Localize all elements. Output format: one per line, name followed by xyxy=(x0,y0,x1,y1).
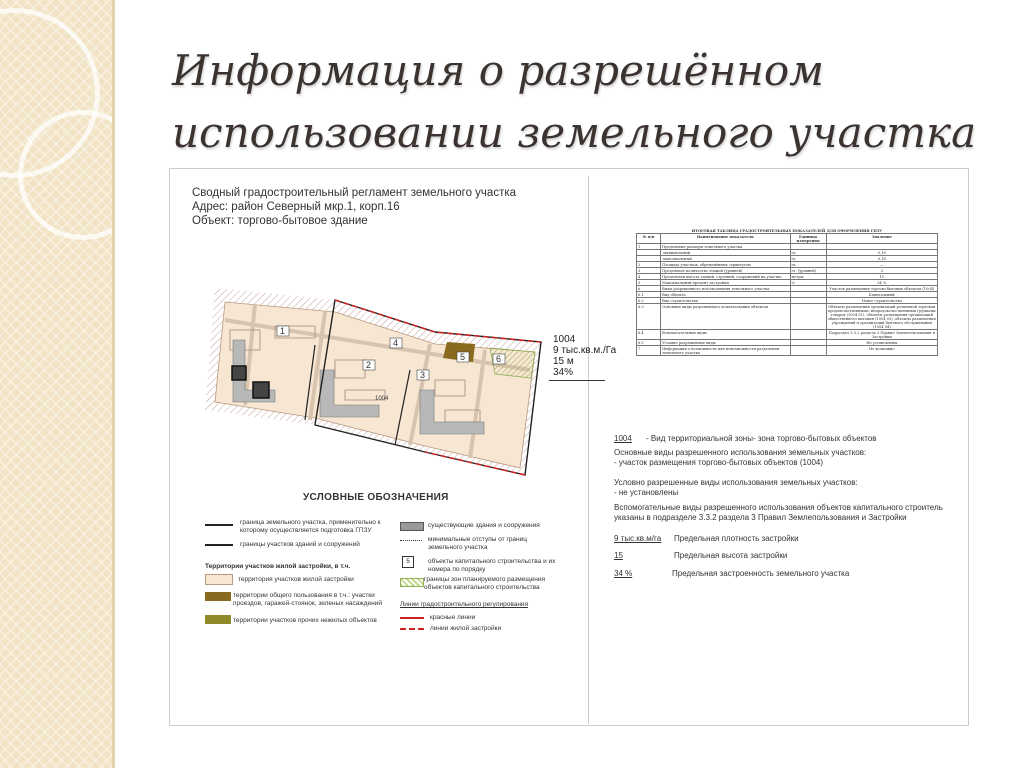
legend-swatch-public-use xyxy=(205,592,231,601)
legend-existing-buildings: существующие здания и сооружения xyxy=(428,522,540,529)
table-cell: Предельное количество этажей (уровней) xyxy=(661,268,790,274)
table-cell: 6.4 xyxy=(637,330,661,340)
right-height-label: Предельная высота застройки xyxy=(674,551,788,560)
right-coverage-label: Предельная застроенность земельного участка xyxy=(672,569,850,578)
right-aux-line2: указаны в подразделе 3.3.2 раздела 3 Правил Землепользования и Застройки xyxy=(614,513,907,522)
legend-residential-group: Территории участков жилой застройки, в т.ч. xyxy=(205,563,351,570)
legend-title: УСЛОВНЫЕ ОБОЗНАЧЕНИЯ xyxy=(303,492,449,503)
legend-regulation-lines: Линии градостроительного регулирования xyxy=(400,601,529,608)
right-coverage-value: 34 % xyxy=(614,569,633,578)
map-object-label: 3 xyxy=(420,370,426,380)
table-cell: 4 xyxy=(637,274,661,280)
table-cell: — xyxy=(826,262,937,268)
right-aux-line1: Вспомогательные виды разрешенного использования объектов капитального строитель xyxy=(614,503,943,512)
table-cell: Вспомогательные виды xyxy=(661,330,790,340)
table-cell: % xyxy=(790,280,826,286)
table-cell: 3 xyxy=(826,268,937,274)
map-object-label: 4 xyxy=(393,338,399,348)
indicators-table-caption: ИТОГОВАЯ ТАБЛИЦА ГРАДОСТРОИТЕЛЬНЫХ ПОКАЗАТЕЛЕЙ ДЛЯ ОФОРМЛЕНИЯ ГПЗУ xyxy=(691,228,883,233)
table-cell: 6.3 xyxy=(637,304,661,330)
map-object-label: 5 xyxy=(460,352,466,362)
right-zone-desc: - Вид территориальной зоны- зона торгово-бытовых объектов xyxy=(646,434,877,443)
legend-swatch-red-lines xyxy=(400,617,424,619)
legend-planned-zones: границы зон планируемого размещения объектов капитального строительства xyxy=(424,576,546,591)
table-cell: Участок размещения торгово-бытовых объектов (1004) xyxy=(826,286,937,292)
legend-boundary: граница земельного участка, применительно к которому осуществляется подготовка ГПЗУ xyxy=(240,519,381,534)
slide-title-line1: Информация о разрешённом xyxy=(172,46,825,95)
table-cell: 7 xyxy=(637,346,661,356)
table-cell: Предельные размеры земельного участка xyxy=(661,244,790,250)
table-cell: Вид объекта xyxy=(661,292,790,298)
legend-public-use: территории общего пользования в т.ч.: участки проездов, гаражей-стоянок, зеленых насаждений xyxy=(233,592,383,607)
table-row xyxy=(637,304,938,330)
zone-height: 15 м xyxy=(553,356,574,367)
table-cell: 2 xyxy=(637,262,661,268)
map-object-label: 6 xyxy=(496,354,502,364)
table-cell: Основные виды разрешенного использования объектов xyxy=(661,304,790,330)
table-header-cell: Значение xyxy=(826,234,937,244)
legend-swatch-planned xyxy=(400,578,424,587)
legend-swatch-building-boundaries xyxy=(205,544,233,546)
table-header-cell: Единица измерения xyxy=(790,234,826,244)
map-building-dark xyxy=(253,382,269,398)
sidebar-edge xyxy=(112,0,115,768)
legend-residential-lines: линии жилой застройки xyxy=(430,625,502,632)
table-cell: Условно разрешенные виды xyxy=(661,340,790,346)
table-row xyxy=(637,346,938,356)
map-object-label: 2 xyxy=(366,360,372,370)
table-cell: 34 % xyxy=(826,280,937,286)
table-cell: эт. (уровней) xyxy=(790,268,826,274)
table-header-cell: № п/п xyxy=(637,234,661,244)
table-cell: Вид строительства xyxy=(661,298,790,304)
table-cell: 15 xyxy=(826,274,937,280)
table-header-cell: Наименование показателя xyxy=(661,234,790,244)
legend-capital-objects: объекты капитального строительства и их номера по порядку xyxy=(428,558,556,573)
table-cell: 0,16 xyxy=(826,256,937,262)
legend-red-lines: красные линии xyxy=(430,614,476,621)
zone-box-underline xyxy=(549,380,605,381)
table-cell: 3 xyxy=(637,268,661,274)
zone-coverage: 34% xyxy=(553,367,574,378)
table-cell xyxy=(790,304,826,330)
table-row xyxy=(637,330,938,340)
table-cell: Информация о возможности или невозможности разделения земельного участка xyxy=(661,346,790,356)
legend-swatch-residential xyxy=(205,574,233,585)
slide-title xyxy=(172,40,992,164)
legend-swatch-residential-lines xyxy=(400,628,424,630)
legend-residential: территория участков жилой застройки xyxy=(238,576,354,583)
table-cell: -минимальный xyxy=(661,250,790,256)
table-cell: Виды разрешенного использования земельного участка xyxy=(661,286,790,292)
slide-title-line2: использовании земельного участка xyxy=(172,108,977,157)
right-density-label: Предельная плотность застройки xyxy=(674,534,799,543)
table-cell xyxy=(790,346,826,356)
table-cell: га xyxy=(790,250,826,256)
table-cell xyxy=(790,330,826,340)
table-cell: 6.1 xyxy=(637,292,661,298)
table-cell: 1 xyxy=(637,244,661,250)
table-cell: Площадь участков, обременённых сервитутом xyxy=(661,262,790,268)
legend-swatch-setbacks xyxy=(400,540,422,541)
table-cell: Объекты размещения организаций розничной торговли продовольственными, непродовольственными группами товаров (1004 01), объекты размещения организаций общественного питания (1004 03), объекты размещения учреждений и организаций бытового обслуживания (1004 04) xyxy=(827,304,936,329)
legend-other-nonresidential: территории участков прочих нежилых объектов xyxy=(233,617,377,624)
right-density-value: 9 тыс.кв.м/га xyxy=(614,534,662,543)
map-object-label: 1 xyxy=(280,326,286,336)
right-cond-title: Условно разрешенные виды использования земельных участков: xyxy=(614,478,858,487)
table-cell: метры xyxy=(790,274,826,280)
table-cell: 6 xyxy=(637,286,661,292)
zone-density: 9 тыс.кв.м./Га xyxy=(553,345,617,356)
table-cell: Новое строительство xyxy=(826,298,937,304)
right-zone-code: 1004 xyxy=(614,434,632,443)
table-cell: Не возможно xyxy=(826,346,937,356)
site-plan-map xyxy=(185,260,585,480)
decorative-sidebar xyxy=(0,0,112,768)
right-cond-item: - не установлены xyxy=(614,488,679,497)
document-divider xyxy=(588,176,589,724)
right-main-item: - участок размещения торгово-бытовых объектов (1004) xyxy=(614,458,823,467)
legend-swatch-capital: 5 xyxy=(402,556,414,568)
legend-swatch-existing xyxy=(400,522,424,531)
table-cell: 6.5 xyxy=(637,340,661,346)
right-main-title: Основные виды разрешенного использования земельных участков: xyxy=(614,448,867,457)
map-zone-label: 1004 xyxy=(375,396,389,402)
table-cell: Максимальный процент застройки xyxy=(661,280,790,286)
legend-setbacks: минимальные отступы от границ земельного участка xyxy=(428,536,527,551)
table-cell: 5 xyxy=(637,280,661,286)
document-header-line1: Сводный градостроительный регламент земельного участка xyxy=(192,187,517,199)
table-cell: 0,16 xyxy=(826,250,937,256)
zone-indicators-box xyxy=(553,334,616,378)
legend-building-boundaries: границы участков зданий и сооружений xyxy=(240,541,360,548)
table-cell: Предельная высота зданий, строений, сооружений на участке xyxy=(661,274,790,280)
right-height-value: 15 xyxy=(614,551,623,560)
map-building-dark xyxy=(232,366,246,380)
table-cell: га xyxy=(790,262,826,268)
document-header-line3: Объект: торгово-бытовое здание xyxy=(192,215,368,227)
table-cell: га xyxy=(790,256,826,262)
table-cell: 6.2 xyxy=(637,298,661,304)
zone-code: 1004 xyxy=(553,334,576,345)
table-cell: Не установлены xyxy=(826,340,937,346)
table-cell: -максимальный xyxy=(661,256,790,262)
legend-swatch-boundary xyxy=(205,524,233,526)
document-header-line2: Адрес: район Северный мкр.1, корп.16 xyxy=(192,201,400,213)
table-cell: Капитальный xyxy=(826,292,937,298)
table-cell: Подраздел 3.3.2 раздела 3 Правил Землепользования и Застройки xyxy=(826,330,937,340)
indicators-table xyxy=(636,228,938,356)
legend-swatch-other xyxy=(205,615,231,624)
document-header xyxy=(192,186,516,228)
